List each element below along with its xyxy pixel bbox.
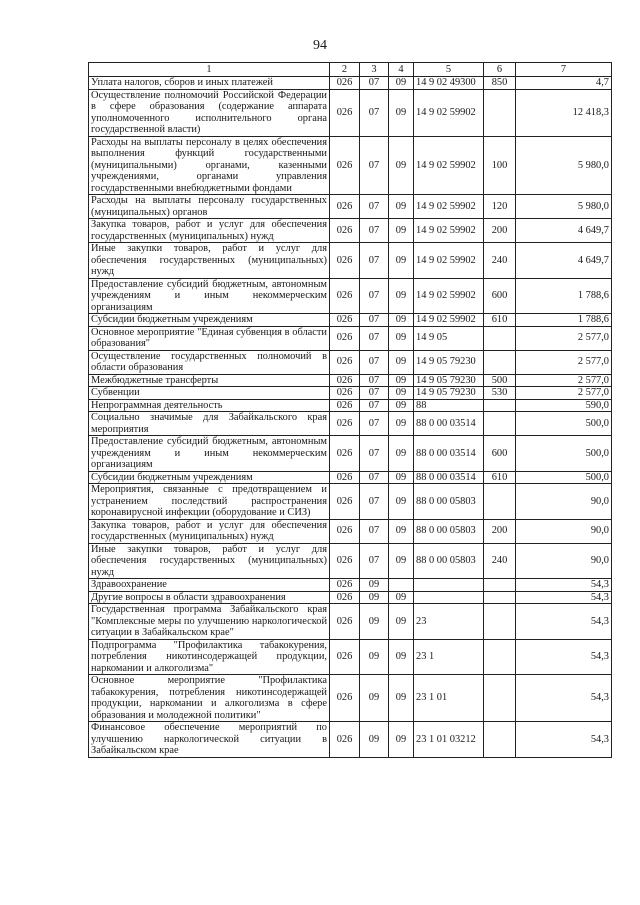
amount: 54,3 xyxy=(516,591,612,604)
target-code: 88 0 00 05803 xyxy=(414,543,484,579)
admin-code: 026 xyxy=(330,350,360,374)
admin-code: 026 xyxy=(330,436,360,472)
expense-type xyxy=(484,326,516,350)
target-code: 14 9 02 59902 xyxy=(414,314,484,327)
header-col-6: 6 xyxy=(484,63,516,77)
expense-type xyxy=(484,591,516,604)
section-code: 09 xyxy=(360,579,389,592)
row-name: Финансовое обеспечение мероприятий по улучшению наркологической ситуации в Забайкальском крае xyxy=(89,722,330,758)
target-code: 14 9 02 59902 xyxy=(414,136,484,195)
subsection-code: 09 xyxy=(389,412,414,436)
expense-type: 610 xyxy=(484,314,516,327)
admin-code: 026 xyxy=(330,604,360,640)
budget-table xyxy=(88,62,612,758)
subsection-code: 09 xyxy=(389,639,414,675)
admin-code: 026 xyxy=(330,412,360,436)
header-col-4: 4 xyxy=(389,63,414,77)
amount: 4 649,7 xyxy=(516,243,612,279)
admin-code: 026 xyxy=(330,543,360,579)
amount: 4 649,7 xyxy=(516,219,612,243)
expense-type: 100 xyxy=(484,136,516,195)
target-code: 14 9 05 79230 xyxy=(414,387,484,400)
expense-type xyxy=(484,675,516,722)
section-code: 07 xyxy=(360,471,389,484)
section-code: 09 xyxy=(360,722,389,758)
table-row xyxy=(89,484,612,520)
subsection-code: 09 xyxy=(389,374,414,387)
target-code: 14 9 05 xyxy=(414,326,484,350)
amount: 500,0 xyxy=(516,471,612,484)
table-row xyxy=(89,604,612,640)
target-code: 88 0 00 05803 xyxy=(414,484,484,520)
table-row xyxy=(89,89,612,136)
table-row xyxy=(89,399,612,412)
table-row xyxy=(89,219,612,243)
expense-type xyxy=(484,604,516,640)
expense-type: 240 xyxy=(484,543,516,579)
row-name: Предоставление субсидий бюджетным, автономным учреждениям и иным некоммерческим организациям xyxy=(89,278,330,314)
subsection-code: 09 xyxy=(389,326,414,350)
amount: 5 980,0 xyxy=(516,195,612,219)
target-code: 14 9 02 59902 xyxy=(414,219,484,243)
row-name: Межбюджетные трансферты xyxy=(89,374,330,387)
expense-type: 600 xyxy=(484,436,516,472)
section-code: 07 xyxy=(360,374,389,387)
subsection-code: 09 xyxy=(389,278,414,314)
row-name: Иные закупки товаров, работ и услуг для обеспечения государственных (муниципальных) нужд xyxy=(89,543,330,579)
row-name: Основное мероприятие "Единая субвенция в области образования" xyxy=(89,326,330,350)
table-row xyxy=(89,314,612,327)
subsection-code: 09 xyxy=(389,484,414,520)
row-name: Социально значимые для Забайкальского края мероприятия xyxy=(89,412,330,436)
admin-code: 026 xyxy=(330,89,360,136)
amount: 54,3 xyxy=(516,639,612,675)
subsection-code: 09 xyxy=(389,436,414,472)
row-name: Закупка товаров, работ и услуг для обеспечения государственных (муниципальных) нужд xyxy=(89,219,330,243)
section-code: 07 xyxy=(360,314,389,327)
admin-code: 026 xyxy=(330,314,360,327)
section-code: 09 xyxy=(360,639,389,675)
amount: 2 577,0 xyxy=(516,374,612,387)
target-code: 23 1 01 03212 xyxy=(414,722,484,758)
section-code: 07 xyxy=(360,136,389,195)
expense-type: 610 xyxy=(484,471,516,484)
subsection-code xyxy=(389,579,414,592)
amount: 12 418,3 xyxy=(516,89,612,136)
table-row xyxy=(89,675,612,722)
section-code: 07 xyxy=(360,77,389,90)
row-name: Субсидии бюджетным учреждениям xyxy=(89,471,330,484)
subsection-code: 09 xyxy=(389,195,414,219)
row-name: Субсидии бюджетным учреждениям xyxy=(89,314,330,327)
table-row xyxy=(89,639,612,675)
expense-type xyxy=(484,399,516,412)
table-row xyxy=(89,136,612,195)
amount: 2 577,0 xyxy=(516,350,612,374)
section-code: 09 xyxy=(360,675,389,722)
subsection-code: 09 xyxy=(389,399,414,412)
header-col-2: 2 xyxy=(330,63,360,77)
admin-code: 026 xyxy=(330,219,360,243)
admin-code: 026 xyxy=(330,374,360,387)
section-code: 07 xyxy=(360,89,389,136)
target-code: 23 1 xyxy=(414,639,484,675)
row-name: Подпрограмма "Профилактика табакокурения, потребления никотинсодержащей продукции, наркомании и алкоголизма" xyxy=(89,639,330,675)
table-row xyxy=(89,77,612,90)
page-number: 94 xyxy=(313,38,327,53)
row-name: Иные закупки товаров, работ и услуг для обеспечения государственных (муниципальных) нужд xyxy=(89,243,330,279)
admin-code: 026 xyxy=(330,484,360,520)
header-col-5: 5 xyxy=(414,63,484,77)
subsection-code: 09 xyxy=(389,243,414,279)
target-code: 14 9 05 79230 xyxy=(414,374,484,387)
row-name: Закупка товаров, работ и услуг для обеспечения государственных (муниципальных) нужд xyxy=(89,519,330,543)
expense-type: 200 xyxy=(484,519,516,543)
table-row xyxy=(89,471,612,484)
section-code: 07 xyxy=(360,484,389,520)
row-name: Государственная программа Забайкальского края "Комплексные меры по улучшению наркологической ситуации в Забайкальском крае" xyxy=(89,604,330,640)
header-col-7: 7 xyxy=(516,63,612,77)
table-row xyxy=(89,579,612,592)
amount: 90,0 xyxy=(516,484,612,520)
target-code: 14 9 02 49300 xyxy=(414,77,484,90)
subsection-code: 09 xyxy=(389,543,414,579)
subsection-code: 09 xyxy=(389,219,414,243)
section-code: 07 xyxy=(360,412,389,436)
expense-type: 240 xyxy=(484,243,516,279)
amount: 2 577,0 xyxy=(516,387,612,400)
table-row xyxy=(89,412,612,436)
amount: 54,3 xyxy=(516,579,612,592)
amount: 54,3 xyxy=(516,675,612,722)
section-code: 07 xyxy=(360,278,389,314)
row-name: Уплата налогов, сборов и иных платежей xyxy=(89,77,330,90)
expense-type xyxy=(484,722,516,758)
section-code: 07 xyxy=(360,399,389,412)
amount: 500,0 xyxy=(516,436,612,472)
target-code: 88 0 00 03514 xyxy=(414,412,484,436)
row-name: Осуществление полномочий Российской Федерации в сфере образования (содержание аппарата уполномоченного исполнительного органа государственной власти) xyxy=(89,89,330,136)
amount: 1 788,6 xyxy=(516,314,612,327)
section-code: 07 xyxy=(360,219,389,243)
target-code: 14 9 02 59902 xyxy=(414,278,484,314)
subsection-code: 09 xyxy=(389,471,414,484)
expense-type: 850 xyxy=(484,77,516,90)
admin-code: 026 xyxy=(330,77,360,90)
amount: 1 788,6 xyxy=(516,278,612,314)
amount: 54,3 xyxy=(516,722,612,758)
table-row xyxy=(89,519,612,543)
table-row xyxy=(89,387,612,400)
row-name: Мероприятия, связанные с предотвращением и устранением последствий распространения коронавирусной инфекции (оборудование и СИЗ) xyxy=(89,484,330,520)
subsection-code: 09 xyxy=(389,314,414,327)
admin-code: 026 xyxy=(330,639,360,675)
section-code: 07 xyxy=(360,543,389,579)
row-name: Другие вопросы в области здравоохранения xyxy=(89,591,330,604)
target-code: 88 xyxy=(414,399,484,412)
table-row xyxy=(89,195,612,219)
row-name: Субвенции xyxy=(89,387,330,400)
admin-code: 026 xyxy=(330,579,360,592)
subsection-code: 09 xyxy=(389,89,414,136)
target-code: 88 0 00 05803 xyxy=(414,519,484,543)
subsection-code: 09 xyxy=(389,77,414,90)
expense-type: 500 xyxy=(484,374,516,387)
admin-code: 026 xyxy=(330,387,360,400)
expense-type: 600 xyxy=(484,278,516,314)
table-row xyxy=(89,543,612,579)
expense-type xyxy=(484,412,516,436)
table-row xyxy=(89,326,612,350)
target-code: 88 0 00 03514 xyxy=(414,471,484,484)
subsection-code: 09 xyxy=(389,136,414,195)
table-row xyxy=(89,243,612,279)
row-name: Предоставление субсидий бюджетным, автономным учреждениям и иным некоммерческим организациям xyxy=(89,436,330,472)
section-code: 07 xyxy=(360,243,389,279)
table-row xyxy=(89,436,612,472)
subsection-code: 09 xyxy=(389,722,414,758)
target-code xyxy=(414,579,484,592)
row-name: Непрограммная деятельность xyxy=(89,399,330,412)
target-code: 14 9 05 79230 xyxy=(414,350,484,374)
amount: 4,7 xyxy=(516,77,612,90)
subsection-code: 09 xyxy=(389,387,414,400)
expense-type xyxy=(484,579,516,592)
target-code: 23 xyxy=(414,604,484,640)
target-code: 88 0 00 03514 xyxy=(414,436,484,472)
header-col-3: 3 xyxy=(360,63,389,77)
expense-type: 200 xyxy=(484,219,516,243)
section-code: 07 xyxy=(360,387,389,400)
subsection-code: 09 xyxy=(389,591,414,604)
expense-type xyxy=(484,484,516,520)
admin-code: 026 xyxy=(330,136,360,195)
table-row xyxy=(89,722,612,758)
amount: 2 577,0 xyxy=(516,326,612,350)
subsection-code: 09 xyxy=(389,519,414,543)
admin-code: 026 xyxy=(330,675,360,722)
amount: 5 980,0 xyxy=(516,136,612,195)
header-row xyxy=(89,63,612,77)
admin-code: 026 xyxy=(330,195,360,219)
section-code: 07 xyxy=(360,326,389,350)
row-name: Основное мероприятие "Профилактика табакокурения, потребления никотинсодержащей продукции, наркомании и алкоголизма в сфере образования и молодежной политики" xyxy=(89,675,330,722)
table-row xyxy=(89,374,612,387)
admin-code: 026 xyxy=(330,243,360,279)
section-code: 07 xyxy=(360,519,389,543)
subsection-code: 09 xyxy=(389,675,414,722)
expense-type xyxy=(484,89,516,136)
section-code: 07 xyxy=(360,436,389,472)
target-code: 14 9 02 59902 xyxy=(414,243,484,279)
subsection-code: 09 xyxy=(389,350,414,374)
section-code: 07 xyxy=(360,195,389,219)
expense-type xyxy=(484,639,516,675)
row-name: Расходы на выплаты персоналу государственных (муниципальных) органов xyxy=(89,195,330,219)
amount: 500,0 xyxy=(516,412,612,436)
amount: 90,0 xyxy=(516,519,612,543)
table-row xyxy=(89,278,612,314)
expense-type xyxy=(484,350,516,374)
amount: 590,0 xyxy=(516,399,612,412)
row-name: Здравоохранение xyxy=(89,579,330,592)
admin-code: 026 xyxy=(330,326,360,350)
admin-code: 026 xyxy=(330,519,360,543)
admin-code: 026 xyxy=(330,399,360,412)
admin-code: 026 xyxy=(330,591,360,604)
row-name: Осуществление государственных полномочий в области образования xyxy=(89,350,330,374)
section-code: 09 xyxy=(360,591,389,604)
amount: 90,0 xyxy=(516,543,612,579)
admin-code: 026 xyxy=(330,471,360,484)
subsection-code: 09 xyxy=(389,604,414,640)
table-row xyxy=(89,591,612,604)
admin-code: 026 xyxy=(330,722,360,758)
header-col-1: 1 xyxy=(89,63,330,77)
expense-type: 120 xyxy=(484,195,516,219)
admin-code: 026 xyxy=(330,278,360,314)
target-code: 14 9 02 59902 xyxy=(414,89,484,136)
target-code xyxy=(414,591,484,604)
amount: 54,3 xyxy=(516,604,612,640)
target-code: 14 9 02 59902 xyxy=(414,195,484,219)
row-name: Расходы на выплаты персоналу в целях обеспечения выполнения функций государственными (муниципальными) органами, казенными учреждениями, органами управления государственными внебюджетными фондами xyxy=(89,136,330,195)
target-code: 23 1 01 xyxy=(414,675,484,722)
expense-type: 530 xyxy=(484,387,516,400)
table-row xyxy=(89,350,612,374)
section-code: 07 xyxy=(360,350,389,374)
section-code: 09 xyxy=(360,604,389,640)
